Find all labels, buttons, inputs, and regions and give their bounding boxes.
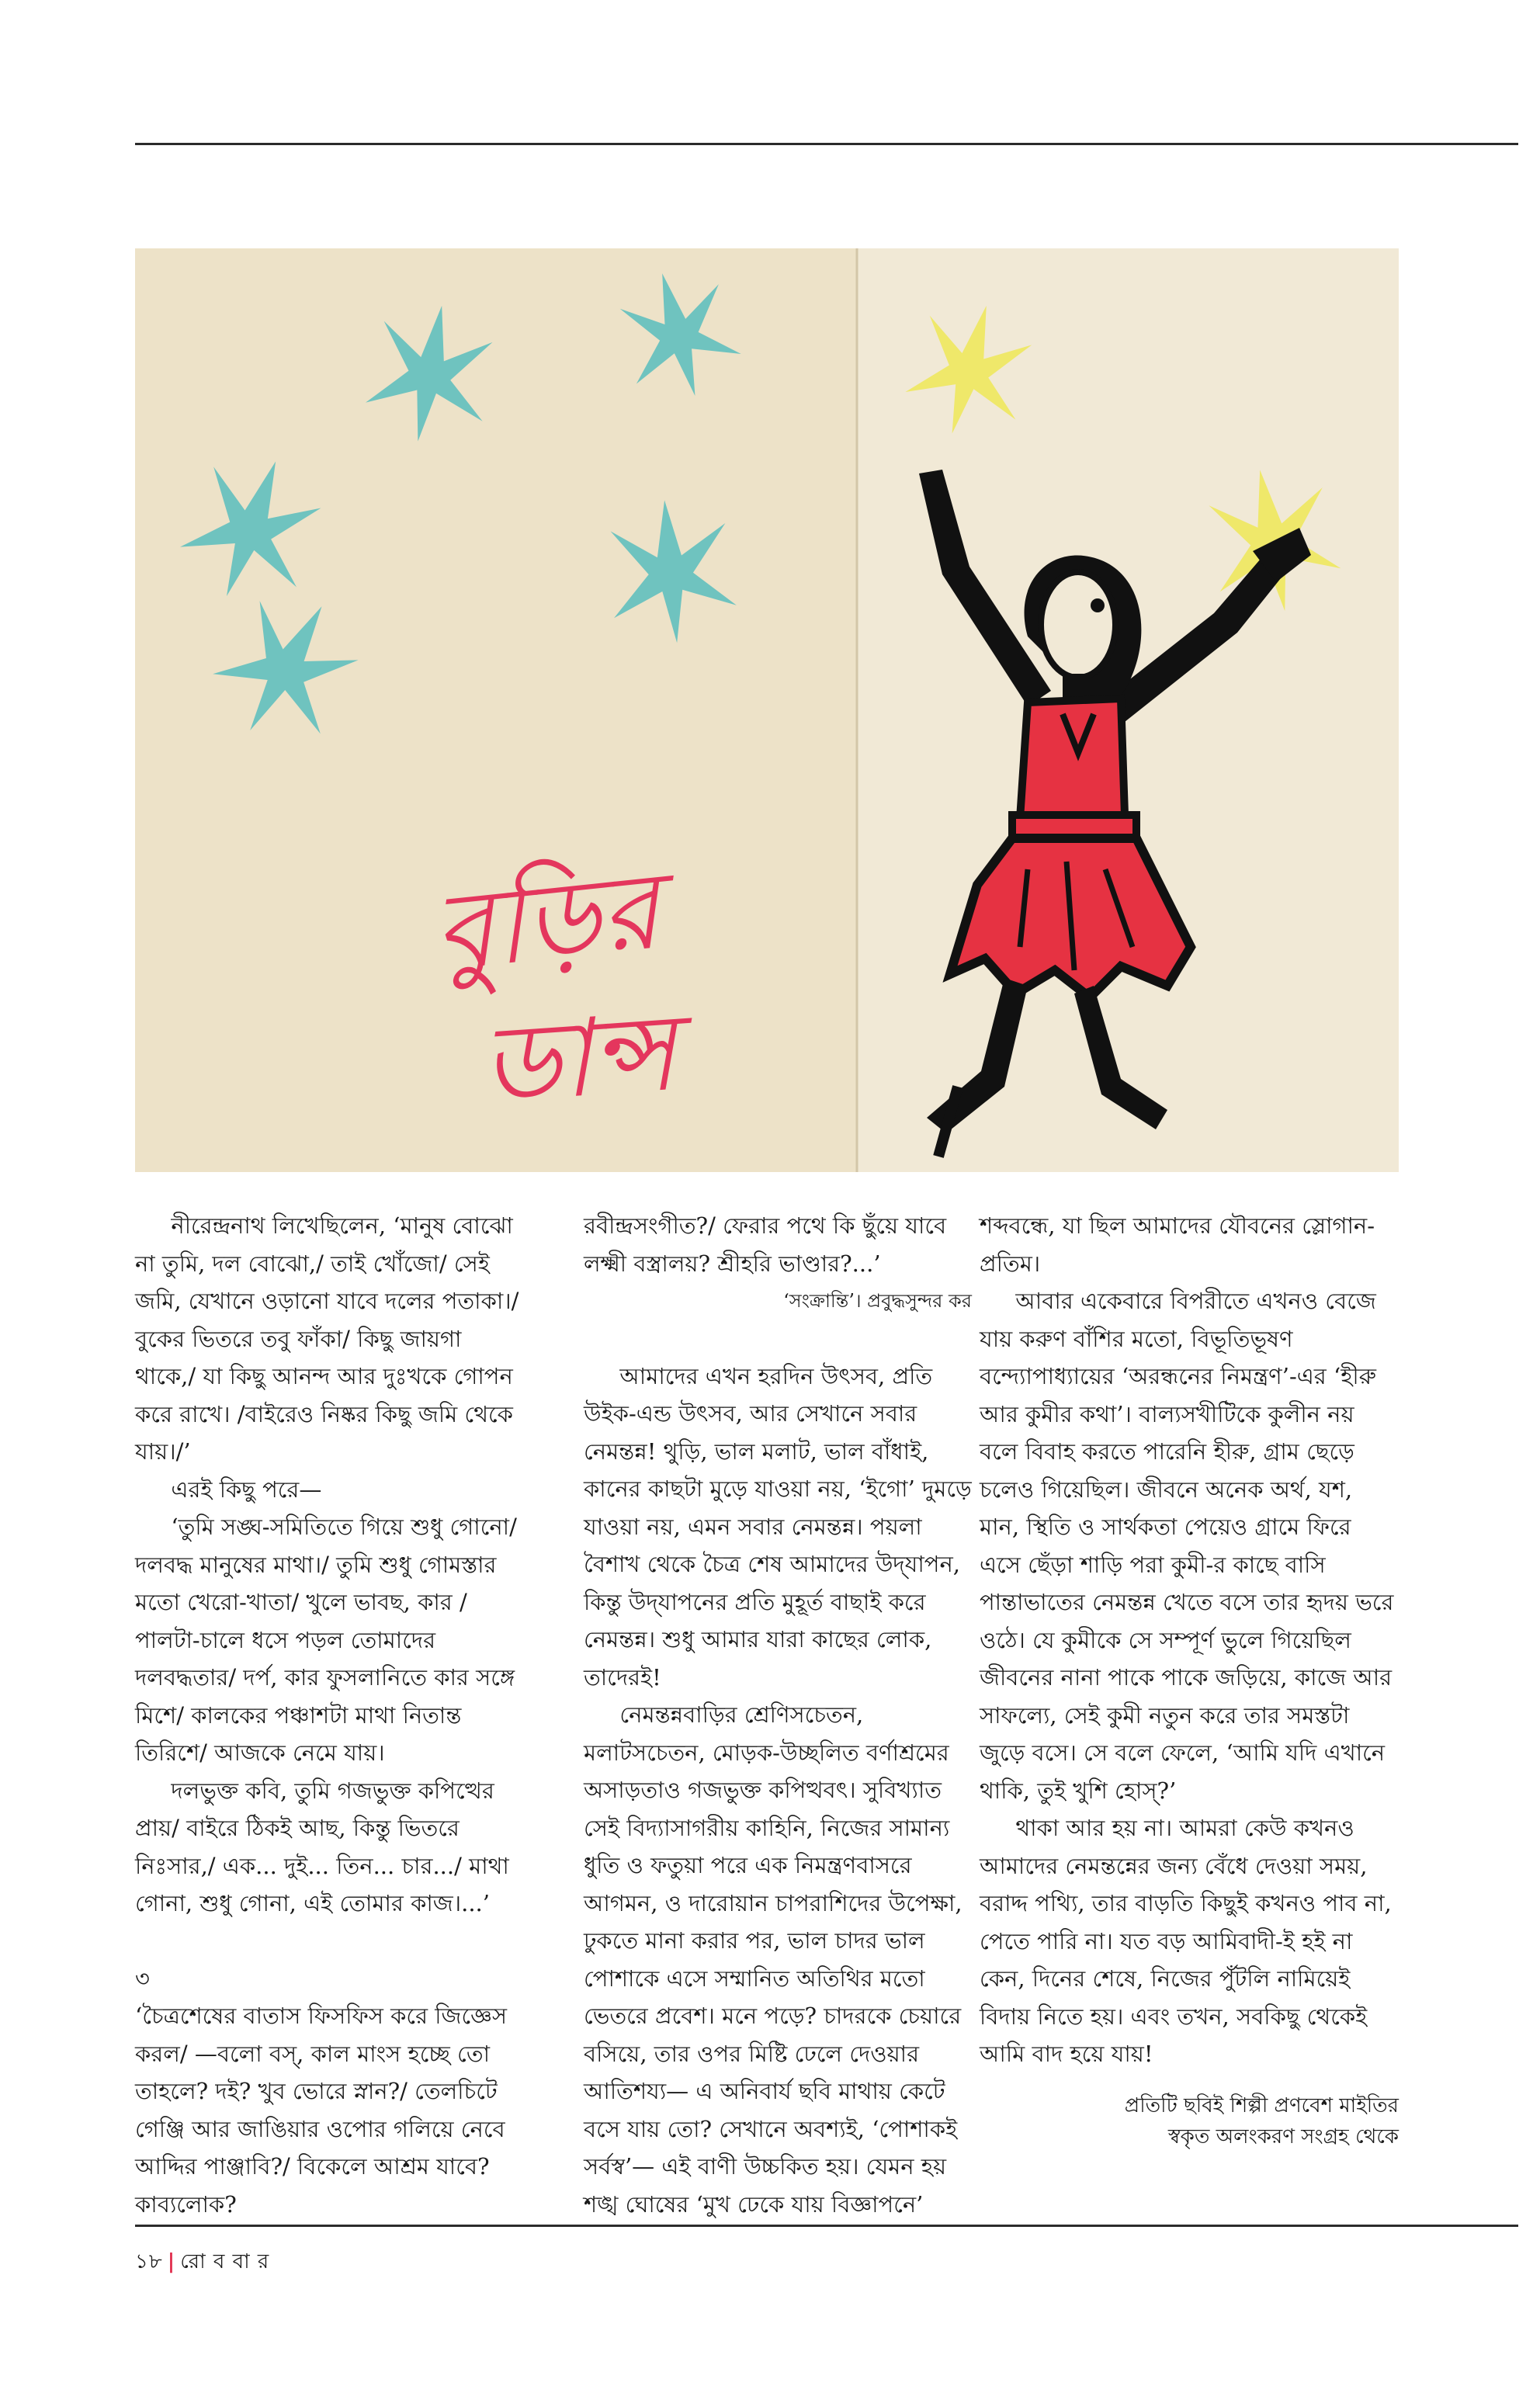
image-credit-caption [980, 2090, 1399, 2152]
illustration-art [135, 248, 1399, 1172]
section-gap [135, 1923, 523, 1960]
column1-paragraph: ‘তুমি সঙ্ঘ-সমিতিতে গিয়ে শুধু গোনো/ দলবদ্ধ মানুষের মাথা।/ তুমি শুধু গোমস্তার মতো খেরো-খাতা/ খুলে ভাবছ, কার /পালটা-চালে ধসে পড়ল তোমাদের দলবদ্ধতার/ দর্প, কার ফুসলানিতে কার সঙ্গে মিশে/ কালকের পঞ্চাশটা মাথা নিতান্ত তিরিশে/ আজকে নেমে যায়। [135, 1514, 517, 1766]
page-footer [135, 2246, 269, 2280]
bottom-rule [135, 2225, 1518, 2227]
column1-paragraph: এরই কিছু পরে— [171, 1476, 322, 1503]
caption-line-1: প্রতিটি ছবিই শিল্পী প্রণবেশ মাইতির [1124, 2093, 1399, 2117]
quote-credit: ‘সংক্রান্তি’। প্রবুদ্ধসুন্দর কর [783, 1290, 972, 1312]
illustration-title-line1: বুড়ির [427, 848, 665, 996]
quote-end: রবীন্দ্রসংগীত?/ ফেরার পথে কি ছুঁয়ে যাবে লক্ষ্মী বস্ত্রালয়? শ্রীহরি ভাণ্ডার?...’ [584, 1212, 947, 1277]
column2-paragraph: নেমন্তন্নবাড়ির শ্রেণিসচেতন, মলাটসচেতন, মোড়ক-উচ্ছলিত বর্ণাশ্রমের অসাড়তাও গজভুক্ত কপিত্থবৎ। সুবিখ্যাত সেই বিদ্যাসাগরীয় কাহিনি, নিজের সামান্য ধুতি ও ফতুয়া পরে এক নিমন্ত্রণবাসরে আগমন, ও দারোয়ান চাপরাশিদের উপেক্ষা, ঢুকতে মানা করার পর, ভাল চাদর ভাল পোশাকে এসে সম্মানিত অতিথির মতো ভেতরে প্রবেশ। মনে পড়ে? চাদরকে চেয়ারে বসিয়ে, তার ওপর মিষ্টি ঢেলে দেওয়ার আতিশয্য— এ অনিবার্য ছবি মাথায় কেটে বসে যায় তো? সেখানে অবশ্যই, ‘পোশাকই সর্বস্ব’— এই বাণী উচ্চকিত হয়। যেমন হয় শঙ্খ ঘোষের ‘মুখ ঢেকে যায় বিজ্ঞাপনে’ [584, 1701, 962, 2218]
column3-paragraph: থাকা আর হয় না। আমরা কেউ কখনও আমাদের নেমন্তন্নের জন্য বেঁধে দেওয়া সময়, বরাদ্দ পথ্যি, তার বাড়তি কিছুই কখনও পাব না, পেতে পারি না। যত বড় আমিবাদী-ই হই না কেন, দিনের শেষে, নিজের পুঁটলি নামিয়েই বিদায় নিতে হয়। এবং তখন, সবকিছু থেকেই আমি বাদ হয়ে যায়! [980, 1815, 1392, 2067]
column3-paragraph: শব্দবন্ধে, যা ছিল আমাদের যৌবনের স্লোগান-প্রতিম। [980, 1212, 1375, 1277]
column1-paragraph: ‘চৈত্রশেষের বাতাস ফিসফিস করে জিজ্ঞেস করল/ —বলো বস্‌, কাল মাংস হচ্ছে তো তাহলে? দই? খুব ভোরে স্নান?/ তেলচিটে গেঞ্জি আর জাঙিয়ার ওপোর গলিয়ে নেবে আদ্দির পাঞ্জাবি?/ বিকেলে আশ্রম যাবে? কাব্যলোক? [135, 2003, 508, 2218]
illustration-title-line2: ডান্স [477, 989, 680, 1128]
section-number: ৩ [135, 1965, 150, 1992]
illustration [135, 248, 1399, 1172]
column1-paragraph: নীরেন্দ্রনাথ লিখেছিলেন, ‘মানুষ বোঝো না তুমি, দল বোঝো,/ তাই খোঁজো/ সেই জমি, যেখানে ওড়ানো যাবে দলের পতাকা।/ বুকের ভিতরে তবু ফাঁকা/ কিছু জায়গা থাকে,/ যা কিছু আনন্দ আর দুঃখকে গোপন করে রাখে। /বাইরেও নিষ্কর কিছু জমি থেকে যায়।/’ [135, 1212, 519, 1465]
column1-paragraph: দলভুক্ত কবি, তুমি গজভুক্ত কপিত্থের প্রায়/ বাইরে ঠিকই আছ, কিন্তু ভিতরে নিঃসার,/ এক... দুই... তিন... চার.../ মাথা গোনা, শুধু গোনা, এই তোমার কাজ।...’ [135, 1777, 509, 1916]
page-number: ১৮ [135, 2250, 163, 2273]
article-column-1 [135, 1207, 523, 2223]
article-column-2 [584, 1207, 972, 2223]
footer-separator: | [167, 2250, 176, 2273]
top-rule [135, 143, 1518, 145]
column2-paragraph: আমাদের এখন হরদিন উৎসব, প্রতি উইক-এন্ড উৎসব, আর সেখানে সবার নেমন্তন্ন! থুড়ি, ভাল মলাট, ভাল বাঁধাই, কানের কাছটা মুড়ে যাওয়া নয়, ‘ইগো’ দুমড়ে যাওয়া নয়, এমন সবার নেমন্তন্ন। পয়লা বৈশাখ থেকে চৈত্র শেষ আমাদের উদ্‌যাপন, কিন্তু উদ্‌যাপনের প্রতি মুহূর্ত বাছাই করে নেমন্তন্ন। শুধু আমার যারা কাছের লোক, তাদেরই! [584, 1362, 972, 1691]
section-gap [584, 1320, 972, 1358]
caption-line-2: স্বকৃত অলংকরণ সংগ্রহ থেকে [1167, 2124, 1399, 2148]
publication-name: রো ব বা র [180, 2250, 270, 2273]
column3-paragraph: আবার একেবারে বিপরীতে এখনও বেজে যায় করুণ বাঁশির মতো, বিভূতিভূষণ বন্দ্যোপাধ্যায়ের ‘অরন্ধনের নিমন্ত্রণ’-এর ‘হীরু আর কুমীর কথা’। বাল্যসখীটিকে কুলীন নয় বলে বিবাহ করতে পারেনি হীরু, গ্রাম ছেড়ে চলেও গিয়েছিল। জীবনে অনেক অর্থ, যশ, মান, স্থিতি ও সার্থকতা পেয়েও গ্রামে ফিরে এসে ছেঁড়া শাড়ি পরা কুমী-র কাছে বাসি পান্তাভাতের নেমন্তন্ন খেতে বসে তার হৃদয় ভরে ওঠে। যে কুমীকে সে সম্পূর্ণ ভুলে গিয়েছিল জীবনের নানা পাকে পাকে জড়িয়ে, কাজে আর সাফল্যে, সেই কুমী নতুন করে তার সমস্তটা জুড়ে বসে। সে বলে ফেলে, ‘আমি যদি এখানে থাকি, তুই খুশি হোস্‌?’ [980, 1288, 1394, 1804]
article-column-3 [980, 1207, 1399, 2152]
